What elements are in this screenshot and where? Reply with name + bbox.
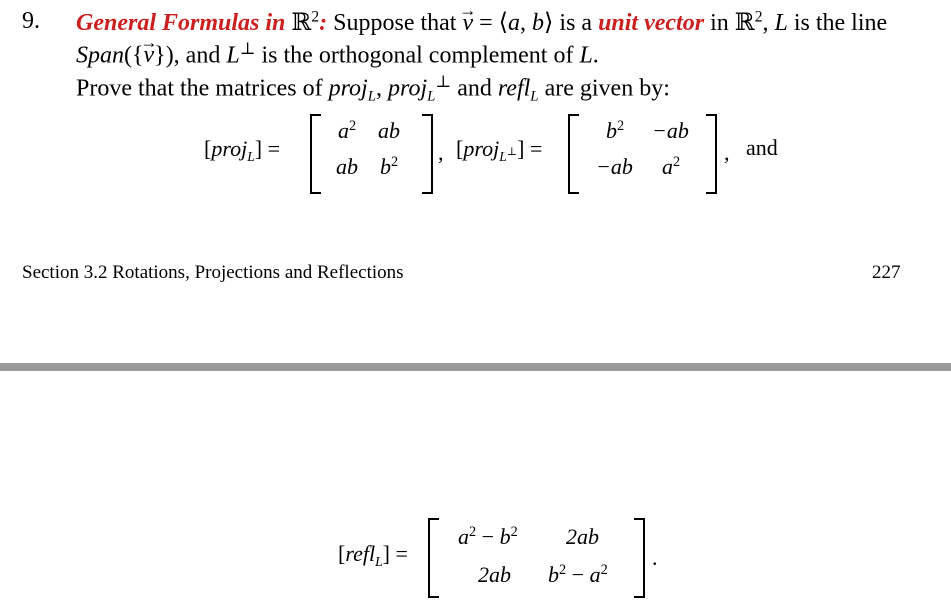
section-footer: Section 3.2 Rotations, Projections and Reflections	[22, 262, 404, 283]
refl-bracket-left	[428, 518, 439, 598]
comma-2: ,	[724, 140, 730, 165]
proj-label: [proj$_L$] =	[204, 136, 280, 164]
perp-bracket-right	[706, 114, 717, 194]
proj-bracket-right	[422, 114, 433, 194]
problem-line-2: Span({→ v}), and L⊥ is the orthogonal complement of L.	[76, 38, 599, 69]
proj-r1c2: ab	[378, 118, 400, 143]
page-divider	[0, 363, 951, 371]
perp-r1c2: −ab	[652, 118, 689, 143]
refl-r2c2: $b^2 - a^2$	[548, 562, 608, 587]
problem-number: 9.	[22, 8, 40, 34]
perp-bracket-left	[568, 114, 579, 194]
refl-r1c1: $a^2 - b^2$	[458, 524, 518, 549]
refl-bracket-right	[634, 518, 645, 598]
vector-v: → v	[462, 10, 473, 37]
title-field: ℝ$^2$	[291, 8, 320, 36]
refl-r2c1: 2ab	[478, 562, 511, 587]
refl-r1c2: 2ab	[566, 524, 599, 549]
proj-r2c1: ab	[336, 154, 358, 179]
proj-perp-label: [proj$_L$⊥] =	[456, 136, 543, 164]
unit-vector-term: unit vector	[598, 10, 705, 36]
proj-r1c1: $a^2$	[338, 118, 357, 143]
proj-r2c2: $b^2$	[380, 154, 399, 179]
perp-r1c1: $b^2$	[606, 118, 625, 143]
span-word: Span	[76, 42, 124, 69]
problem-title: General Formulas in	[76, 10, 286, 36]
intro-text: Suppose that	[333, 10, 457, 36]
refl-period: .	[652, 545, 658, 570]
perp-r2c1: −ab	[596, 154, 633, 179]
comma-1: ,	[438, 140, 444, 165]
problem-line-3: Prove that the matrices of proj$_L$, proj$_L$⊥ and refl$_L$ are given by:	[76, 72, 670, 105]
refl-label: [refl$_L$] =	[338, 541, 408, 569]
perp-r2c2: $a^2$	[662, 154, 681, 179]
problem-line-1: General Formulas in ℝ$^2$: Suppose that → v = ⟨a, b⟩ is a unit vector in ℝ$^2$, L is the line	[76, 8, 887, 37]
trailing-and: and	[746, 135, 778, 160]
proj-bracket-left	[310, 114, 321, 194]
page-number: 227	[872, 262, 901, 283]
